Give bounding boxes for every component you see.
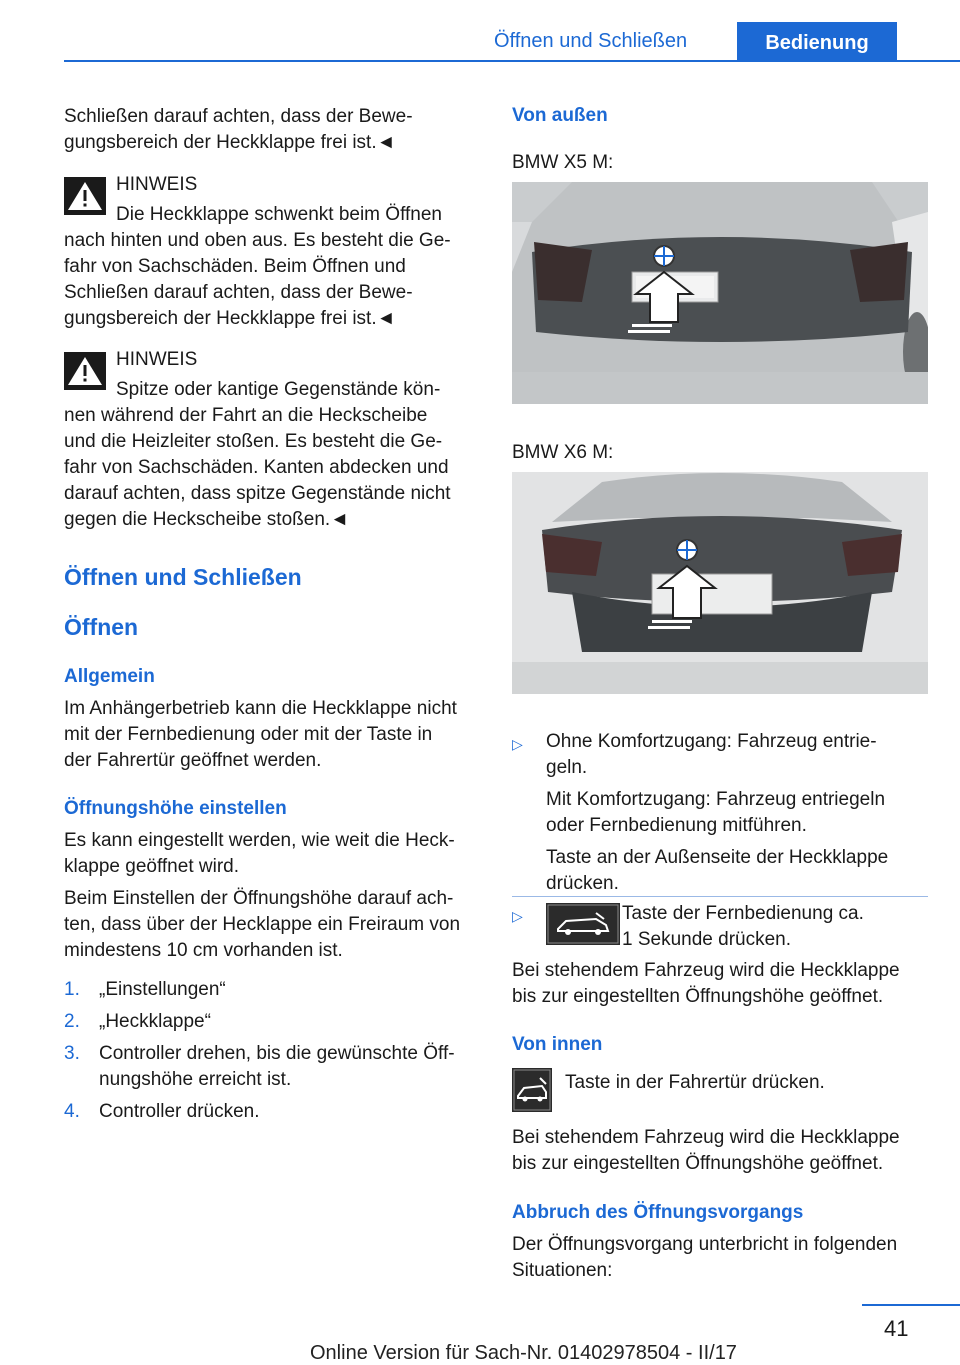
- list-item: [64, 1041, 494, 1099]
- inside-text: Taste in der Fahrertür drücken.: [565, 1072, 825, 1093]
- text-line: drücken.: [546, 873, 619, 894]
- general-text: [64, 696, 494, 774]
- intro-text: [64, 104, 484, 156]
- notice-line: Schließen darauf achten, dass der Bewe‐: [64, 282, 413, 303]
- steps-list: [64, 977, 494, 1131]
- step-number: 2.: [64, 1011, 80, 1032]
- text-line: oder Fernbedienung mitführen.: [546, 815, 807, 836]
- notice-line: fahr von Sachschäden. Kanten abdecken und: [64, 457, 449, 478]
- notice-line: nach hinten und oben aus. Es besteht die Ge‐: [64, 230, 451, 251]
- heading-open-close: Öffnen und Schließen: [64, 564, 302, 590]
- height-text: [64, 828, 494, 964]
- notice-2: [64, 347, 484, 533]
- text-line: mindestens 10 cm vorhanden ist.: [64, 940, 343, 961]
- intro-line: Schließen darauf achten, dass der Bewe‐: [64, 106, 413, 127]
- text-line: 1 Sekunde drücken.: [622, 929, 792, 950]
- notice-title: HINWEIS: [116, 174, 198, 195]
- header-tab: Bedienung: [737, 22, 897, 62]
- list-item: [512, 729, 932, 897]
- notice-line: Die Heckklappe schwenkt beim Öffnen: [116, 204, 442, 225]
- online-version-note: Online Version für Sach-Nr. 01402978504 - II/17: [310, 1342, 737, 1364]
- bullet-icon: ▷: [512, 908, 523, 924]
- text-line: bis zur eingestellten Öffnungshöhe geöffnet.: [512, 1153, 884, 1174]
- header-rule: [64, 60, 960, 62]
- heading-opening-height: Öffnungshöhe einstellen: [64, 798, 287, 819]
- x6-tailgate-image: [512, 472, 928, 694]
- notice-title: HINWEIS: [116, 349, 198, 370]
- page-number: 41: [884, 1316, 909, 1341]
- step-text: „Heckklappe“: [99, 1011, 211, 1032]
- bullet-icon: ▷: [512, 736, 523, 752]
- notice-line: und die Heizleiter stoßen. Es besteht die Ge‐: [64, 431, 443, 452]
- step-number: 3.: [64, 1043, 80, 1064]
- notice-line: fahr von Sachschäden. Beim Öffnen und: [64, 256, 406, 277]
- list-item: [64, 1009, 494, 1041]
- text-line: bis zur eingestellten Öffnungshöhe geöffnet.: [512, 986, 884, 1007]
- header-section-title: Öffnen und Schließen: [494, 30, 688, 52]
- step-text: „Einstellungen“: [99, 979, 226, 1000]
- intro-line: gungsbereich der Heckklappe frei ist.◄: [64, 132, 396, 153]
- x6-label: BMW X6 M:: [512, 442, 614, 463]
- text-line: mit der Fernbedienung oder mit der Taste in: [64, 724, 433, 745]
- text-line: ten, dass über der Hecklappe ein Freiraum von: [64, 914, 461, 935]
- step-text: nungshöhe erreicht ist.: [99, 1069, 292, 1090]
- heading-open: Öffnen: [64, 614, 139, 640]
- notice-line: nen während der Fahrt an die Heckscheibe: [64, 405, 428, 426]
- notice-line: Spitze oder kantige Gegenstände kön‐: [116, 379, 441, 400]
- text-line: Taste an der Außenseite der Heckklappe: [546, 847, 889, 868]
- list-item: [64, 1099, 494, 1131]
- text-line: geln.: [546, 757, 588, 778]
- text-line: Taste der Fernbedienung ca.: [622, 903, 864, 924]
- notice-line: gungsbereich der Heckklappe frei ist.◄: [64, 308, 396, 329]
- text-line: Situationen:: [512, 1260, 613, 1281]
- list-item: [64, 977, 494, 1009]
- result-text-1: [512, 958, 942, 1010]
- tailgate-button-icon: [512, 1068, 552, 1112]
- text-line: der Fahrertür geöffnet werden.: [64, 750, 322, 771]
- text-line: Es kann eingestellt werden, wie weit die Heck‐: [64, 830, 455, 851]
- notice-1: [64, 172, 484, 332]
- tailgate-key-icon: [546, 903, 620, 945]
- step-text: Controller drehen, bis die gewünschte Öff‐: [99, 1043, 455, 1064]
- step-text: Controller drücken.: [99, 1101, 260, 1122]
- heading-from-inside: Von innen: [512, 1034, 603, 1055]
- abort-text: [512, 1232, 942, 1284]
- page-header: [64, 0, 960, 62]
- notice-line: darauf achten, dass spitze Gegenstände nicht: [64, 483, 451, 504]
- text-line: Der Öffnungsvorgang unterbricht in folgenden: [512, 1234, 898, 1255]
- result-text-2: [512, 1125, 942, 1177]
- x5-label: BMW X5 M:: [512, 152, 614, 173]
- x5-tailgate-image: [512, 182, 928, 404]
- heading-from-outside: Von außen: [512, 105, 608, 126]
- divider: [512, 896, 928, 897]
- text-line: Bei stehendem Fahrzeug wird die Heckklappe: [512, 1127, 900, 1148]
- step-number: 4.: [64, 1101, 80, 1122]
- heading-general: Allgemein: [64, 666, 155, 687]
- text-line: Beim Einstellen der Öffnungshöhe darauf ach‐: [64, 888, 454, 909]
- notice-line: gegen die Heckscheibe stoßen.◄: [64, 509, 349, 530]
- list-item: [512, 901, 932, 953]
- text-line: Bei stehendem Fahrzeug wird die Heckklappe: [512, 960, 900, 981]
- footer-rule: [862, 1304, 960, 1306]
- text-line: Im Anhängerbetrieb kann die Heckklappe nicht: [64, 698, 457, 719]
- text-line: Mit Komfortzugang: Fahrzeug entriegeln: [546, 789, 886, 810]
- heading-abort: Abbruch des Öffnungsvorgangs: [512, 1202, 804, 1223]
- step-number: 1.: [64, 979, 80, 1000]
- text-line: klappe geöffnet wird.: [64, 856, 239, 877]
- text-line: Ohne Komfortzugang: Fahrzeug entrie‐: [546, 731, 877, 752]
